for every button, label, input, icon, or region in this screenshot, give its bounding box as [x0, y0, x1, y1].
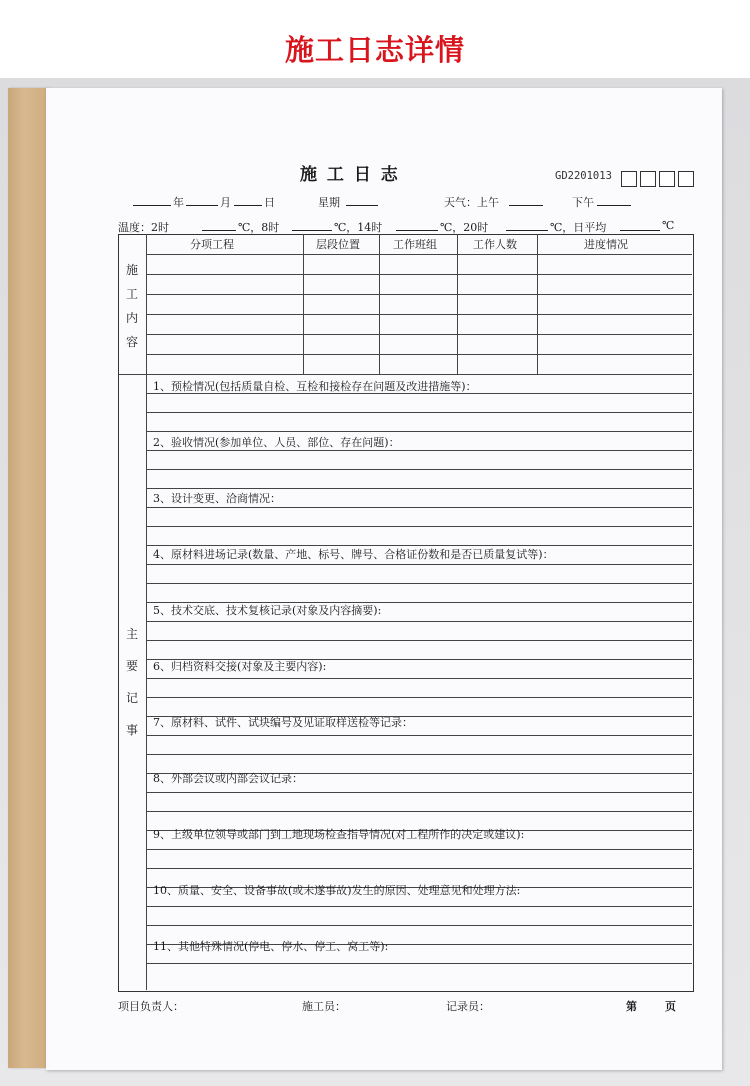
section-label-char: 事	[125, 723, 138, 737]
day-field[interactable]	[234, 205, 262, 206]
section-label	[122, 618, 142, 746]
writing-line[interactable]	[146, 412, 692, 413]
temp-avg-field[interactable]	[620, 230, 660, 231]
weather-am-field[interactable]	[509, 205, 543, 206]
year-label: 年	[173, 196, 184, 209]
writing-line[interactable]	[146, 678, 692, 679]
weather-pm-label: 下午	[572, 196, 594, 209]
writing-line[interactable]	[146, 488, 692, 489]
code-box[interactable]	[678, 171, 694, 187]
section1-divider	[146, 234, 147, 374]
banner-title: 施工日志详情	[284, 33, 465, 67]
writing-line[interactable]	[146, 507, 692, 508]
record-item: 5、技术交底、技术复核记录(对象及内容摘要):	[153, 604, 382, 617]
code-box[interactable]	[621, 171, 637, 187]
row-line	[146, 314, 692, 315]
footer-page-prefix: 第	[626, 1000, 637, 1013]
writing-line[interactable]	[146, 640, 692, 641]
writing-line[interactable]	[146, 526, 692, 527]
record-item: 2、验收情况(参加单位、人员、部位、存在问题)：	[153, 436, 400, 449]
weekday-label: 星期	[318, 196, 340, 209]
section-label	[122, 258, 142, 354]
writing-line[interactable]	[146, 431, 692, 432]
footer-page-suffix: 页	[665, 1000, 676, 1013]
footer-worker: 施工员：	[302, 1000, 346, 1013]
footer-manager: 项目负责人：	[118, 1000, 184, 1013]
row-line	[146, 274, 692, 275]
writing-line[interactable]	[146, 735, 692, 736]
section-label-char: 工	[125, 287, 138, 301]
record-item: 1、预检情况(包括质量自检、互检和接检存在问题及改进措施等)：	[153, 380, 477, 393]
code-box[interactable]	[640, 171, 656, 187]
temp-unit-3: ℃，20时	[440, 221, 489, 234]
writing-line[interactable]	[146, 450, 692, 451]
col-divider	[537, 234, 538, 374]
col-divider	[303, 234, 304, 374]
section-label-char: 内	[125, 311, 138, 325]
writing-line[interactable]	[146, 621, 692, 622]
row-line	[146, 254, 692, 255]
month-label: 月	[220, 196, 231, 209]
section-label-char: 要	[125, 659, 138, 673]
column-header: 进度情况	[584, 238, 628, 251]
writing-line[interactable]	[146, 849, 692, 850]
weather-pm-field[interactable]	[597, 205, 631, 206]
book-binding-strip	[8, 88, 48, 1068]
column-header: 层段位置	[316, 238, 360, 251]
month-field[interactable]	[186, 205, 218, 206]
temp-unit-5: ℃	[662, 219, 675, 232]
temperature-label: 温度：2时	[118, 221, 169, 234]
row-line	[146, 334, 692, 335]
form-title: 施 工 日 志	[300, 165, 400, 185]
writing-line[interactable]	[146, 583, 692, 584]
writing-line[interactable]	[146, 963, 692, 964]
record-item: 10、质量、安全、设备事故(或未遂事故)发生的原因、处理意见和处理方法:	[153, 884, 521, 897]
writing-line[interactable]	[146, 754, 692, 755]
column-header: 工作人数	[473, 238, 517, 251]
page-banner	[0, 0, 750, 78]
section-divider	[118, 374, 692, 375]
weekday-field[interactable]	[346, 205, 378, 206]
section-label-char: 记	[125, 691, 138, 705]
weather-am-label: 天气：上午	[444, 196, 499, 209]
temp-unit-2: ℃，14时	[334, 221, 383, 234]
record-item: 9、上级单位领导或部门到工地现场检查指导情况(对工程所作的决定或建议):	[153, 828, 525, 841]
temp-8h-field[interactable]	[292, 230, 332, 231]
record-item: 7、原材料、试件、试块编号及见证取样送检等记录：	[153, 716, 413, 729]
section-label-char: 容	[125, 335, 138, 349]
record-item: 4、原材料进场记录(数量、产地、标号、牌号、合格证份数和是否已质量复试等)：	[153, 548, 554, 561]
temp-unit-4: ℃，日平均	[550, 221, 607, 234]
temp-unit-1: ℃，8时	[238, 221, 280, 234]
record-item: 6、归档资料交接(对象及主要内容):	[153, 660, 327, 673]
temp-20h-field[interactable]	[506, 230, 548, 231]
section-label-char: 主	[125, 627, 138, 641]
writing-line[interactable]	[146, 868, 692, 869]
writing-line[interactable]	[146, 469, 692, 470]
column-header: 工作班组	[393, 238, 437, 251]
writing-line[interactable]	[146, 906, 692, 907]
section-label-char: 施	[125, 263, 138, 277]
code-box[interactable]	[659, 171, 675, 187]
writing-line[interactable]	[146, 925, 692, 926]
row-line	[146, 354, 692, 355]
writing-line[interactable]	[146, 697, 692, 698]
record-item: 11、其他特殊情况(停电、停水、停工、窝工等):	[153, 940, 389, 953]
year-field[interactable]	[133, 205, 171, 206]
record-item: 3、设计变更、洽商情况：	[153, 492, 281, 505]
section2-divider	[146, 374, 147, 990]
col-divider	[457, 234, 458, 374]
writing-line[interactable]	[146, 811, 692, 812]
temp-14h-field[interactable]	[396, 230, 438, 231]
writing-line[interactable]	[146, 564, 692, 565]
footer-recorder: 记录员：	[446, 1000, 490, 1013]
day-label: 日	[264, 196, 275, 209]
row-line	[146, 294, 692, 295]
form-code: GD2201013	[555, 170, 612, 182]
column-header: 分项工程	[190, 238, 234, 251]
temp-2h-field[interactable]	[202, 230, 236, 231]
record-item: 8、外部会议或内部会议记录：	[153, 772, 303, 785]
writing-line[interactable]	[146, 792, 692, 793]
col-divider	[379, 234, 380, 374]
